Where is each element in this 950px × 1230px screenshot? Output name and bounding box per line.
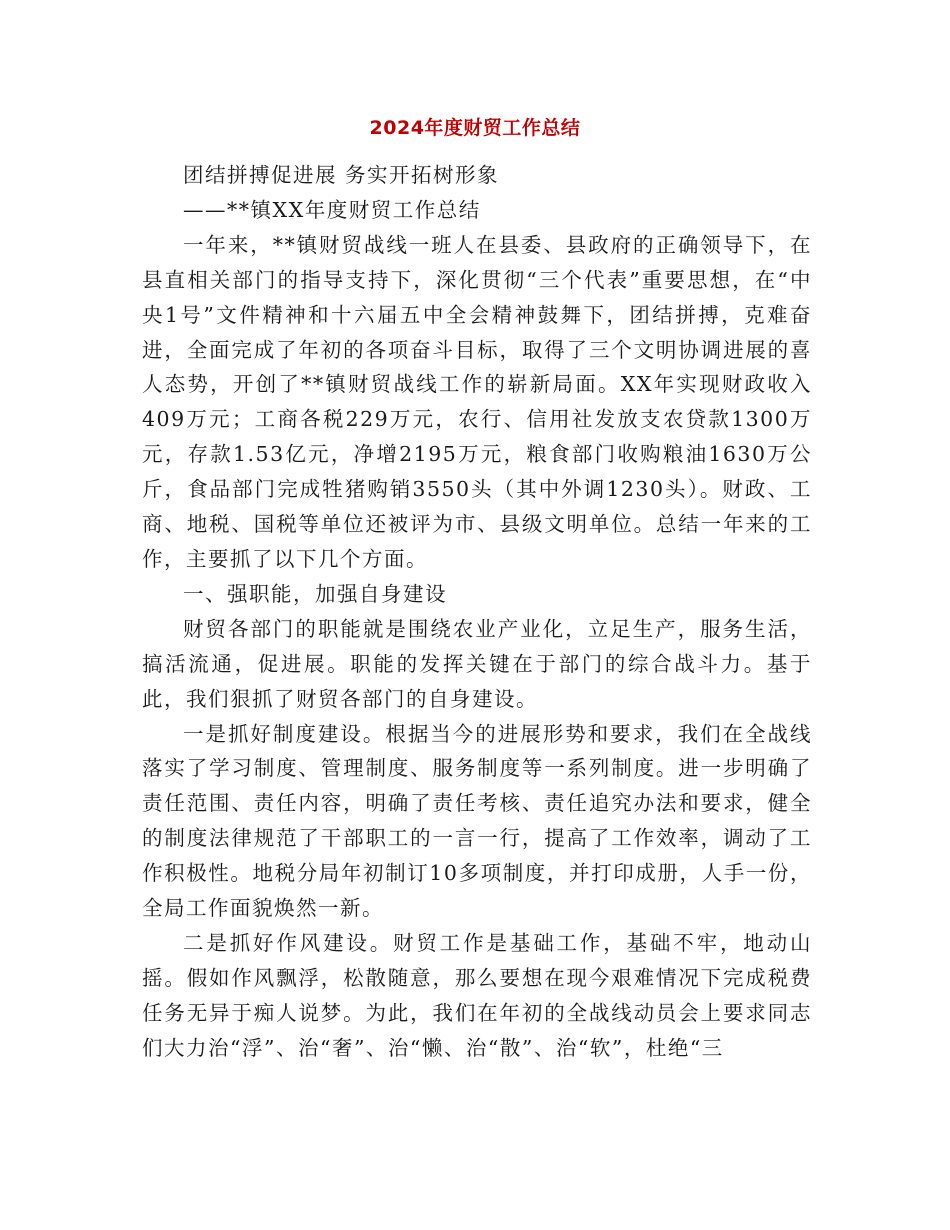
subtitle-source-line: ——**镇XX年度财贸工作总结 <box>183 197 481 222</box>
point-two-paragraph: 二是抓好作风建设。财贸工作是基础工作，基础不牢，地动山摇。假如作风飘浮，松散随意，那么要想在现今艰难情况下完成税费任务无异于痴人说梦。为此，我们在年初的全战线动员会上要求同志们大力治“浮”、治“奢”、治“懒、治“散”、治“软”，杜绝“三 <box>142 930 812 1060</box>
document-title: 2024年度财贸工作总结 <box>369 117 581 139</box>
document-body <box>142 158 812 1066</box>
section-paragraph: 财贸各部门的职能就是围绕农业产业化，立足生产，服务生活，搞活流通，促进展。职能的发挥关键在于部门的综合战斗力。基于此，我们狠抓了财贸各部门的自身建设。 <box>142 616 812 711</box>
point-one-paragraph: 一是抓好制度建设。根据当今的进展形势和要求，我们在全战线落实了学习制度、管理制度、服务制度等一系列制度。进一步明确了责任范围、责任内容，明确了责任考核、责任追究办法和要求，健全的制度法律规范了干部职工的一言一行，提高了工作效率，调动了工作积极性。地税分局年初制订10多项制度，并打印成册，人手一份，全局工作面貌焕然一新。 <box>142 721 812 921</box>
subtitle-line: 团结拼搏促进展 务实开拓树形象 <box>183 163 500 187</box>
section-heading: 一、强职能，加强自身建设 <box>183 581 447 606</box>
intro-paragraph: 一年来，**镇财贸战线一班人在县委、县政府的正确领导下，在县直相关部门的指导支持下，深化贯彻“三个代表”重要思想，在“中央1号”文件精神和十六届五中全会精神鼓舞下，团结拼搏，克难奋进，全面完成了年初的各项奋斗目标，取得了三个文明协调进展的喜人态势，开创了**镇财贸战线工作的崭新局面。XX年实现财政收入409万元；工商各税229万元，农行、信用社发放支农贷款1300万元，存款1.53亿元，净增2195万元，粮食部门收购粮油1630万公斤，食品部门完成牲猪购销3550头（其中外调1230头）。财政、工商、地税、国税等单位还被评为市、县级文明单位。总结一年来的工作，主要抓了以下几个方面。 <box>142 232 812 571</box>
